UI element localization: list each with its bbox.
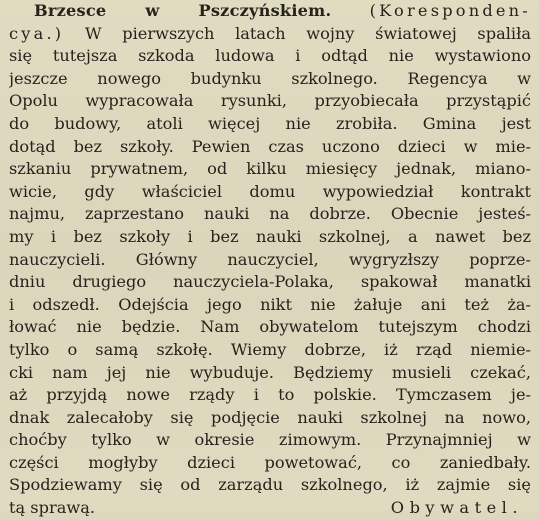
article-line: najmu, zaprzestano nauki na dobrze. Obecnie jesteś- bbox=[9, 204, 531, 224]
article-source: (Koresponden- bbox=[369, 1, 531, 20]
article-line: tylko o samą szkołę. Wiemy dobrze, iż rząd niemie- bbox=[9, 339, 531, 359]
article-text: W pierwszych latach wojny światowej spaliła bbox=[84, 23, 531, 43]
article-last-line bbox=[9, 497, 531, 520]
article-line: nauczycieli. Główny nauczyciel, wygryzłszy poprze- bbox=[9, 249, 531, 269]
article-headline: Brzesce w Pszczyńskiem. bbox=[34, 1, 332, 20]
article-line: wicie, gdy właściciel domu wypowiedział kontrakt bbox=[9, 181, 531, 201]
article-line: dotąd bez szkoły. Pewien czas uczono dzieci w mie- bbox=[9, 136, 531, 156]
article-line: dnak zalecałoby się podjęcie nauki szkolnej na nowo, bbox=[9, 407, 531, 427]
article-line: Opolu wypracowała rysunki, przyobiecała przystąpić bbox=[9, 91, 531, 111]
article-line: cki nam jej nie wybuduje. Będziemy musieli czekać, bbox=[9, 362, 531, 382]
article-line: łować nie będzie. Nam obywatelom tutejszym chodzi bbox=[9, 317, 531, 337]
article-line: i odszedł. Odejścia jego nikt nie żałuje ani też ża- bbox=[9, 294, 531, 314]
article-text: tą sprawą. bbox=[9, 498, 96, 518]
article-line: dniu drugiego nauczyciela-Polaka, spakował manatki bbox=[9, 272, 531, 292]
article-line: choćby tylko w okresie zimowym. Przynajmniej w bbox=[9, 430, 531, 450]
article-line: my i bez szkoły i bez nauki szkolnej, a nawet bez bbox=[9, 226, 531, 246]
article-signature: Obywatel. bbox=[390, 498, 523, 518]
article-line: się tutejsza szkoda ludowa i odtąd nie wystawiono bbox=[9, 46, 531, 66]
article-line bbox=[9, 23, 531, 46]
article-line: części mogłyby dzieci powetować, co zaniedbały. bbox=[9, 452, 531, 472]
article-line: szkaniu prywatnem, od kilku miesięcy jednak, miano- bbox=[9, 159, 531, 179]
article-line: aż przyjdą nowe rządy i to polskie. Tymczasem je- bbox=[9, 385, 531, 405]
article-line: jeszcze nowego budynku szkolnego. Regencya w bbox=[9, 68, 531, 88]
article-line: Spodziewamy się od zarządu szkolnego, iż zajmie się bbox=[9, 475, 531, 495]
article-line: do budowy, atoli więcej nie zrobiła. Gmina jest bbox=[9, 113, 531, 133]
article-header-line bbox=[9, 0, 531, 23]
news-article bbox=[9, 0, 531, 520]
article-source-cont: cya.) bbox=[9, 23, 65, 43]
